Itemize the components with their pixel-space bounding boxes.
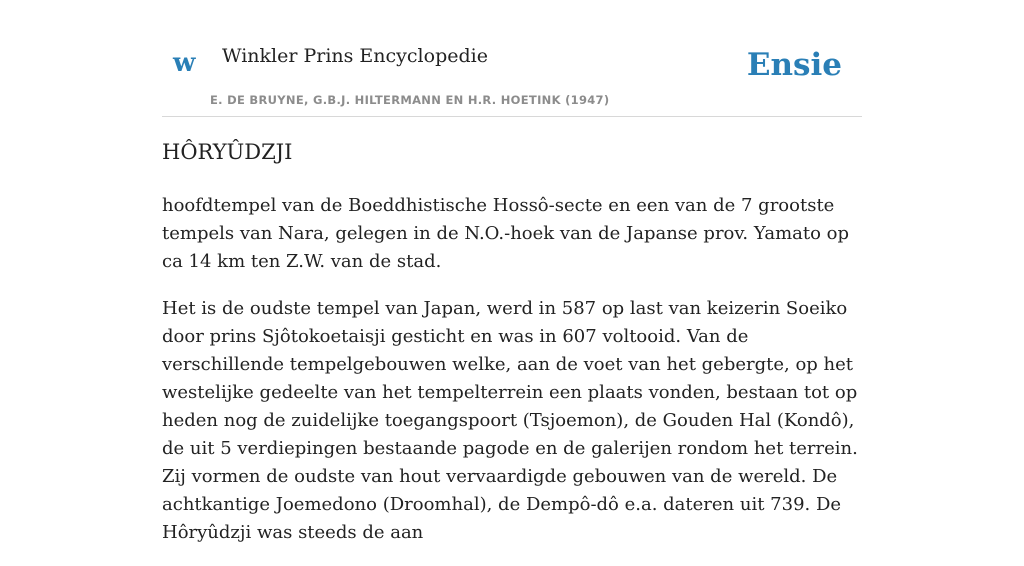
ensie-logo[interactable]: Ensie: [746, 47, 842, 83]
page: [162, 0, 862, 543]
article-paragraph: Het is de oudste tempel van Japan, werd in 587 op last van keizerin Soeiko door prins Sjôtokoetaisji gesticht en was in 607 voltooid. Van de verschillende tempelgebouwen welke, aan de voet van het gebergte, op het westelijke gedeelte van het tempelterrein een plaats vonden, bestaan tot op heden nog de zuidelijke toegangspoort (Tsjoemon), de Gouden Hal (Kondô), de uit 5 verdiepingen bestaande pagode en de galerijen rondom het terrein. Zij vormen de oudste van hout vervaardigde gebouwen van de wereld. De achtkantige Joemedono (Droomhal), de Dempô-dô e.a. dateren uit 739. De Hôryûdzji was steeds de aan: [162, 298, 858, 543]
winkler-prins-logo[interactable]: w: [173, 48, 196, 78]
article-paragraph: hoofdtempel van de Boeddhistische Hossô-secte en een van de 7 grootste tempels van Nara, gelegen in de N.O.-hoek van de Japanse prov. Yamato op ca 14 km ten Z.W. van de stad.: [162, 195, 850, 272]
article-headword: HÔRYÛDZJI: [162, 140, 293, 164]
publication-authors: E. DE BRUYNE, G.B.J. HILTERMANN EN H.R. HOETINK (1947): [210, 93, 610, 107]
header: [162, 0, 862, 117]
publication-title[interactable]: Winkler Prins Encyclopedie: [222, 45, 488, 67]
article-body: [162, 192, 862, 566]
